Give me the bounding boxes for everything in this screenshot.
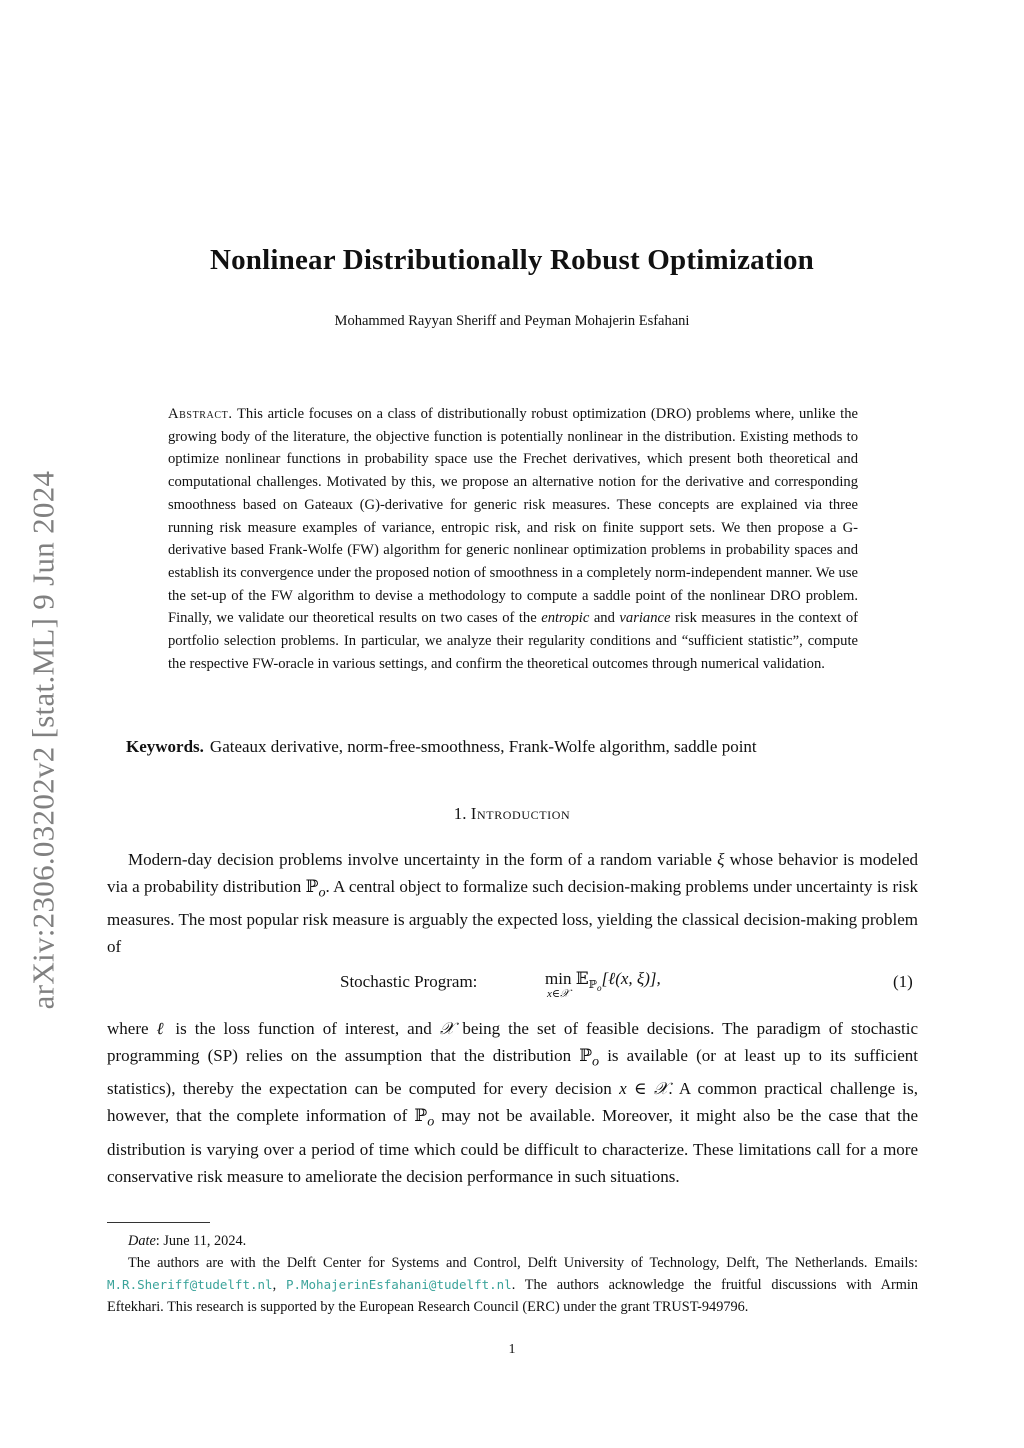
equation-number: (1) bbox=[893, 972, 913, 991]
equation-1 bbox=[545, 970, 661, 1000]
math-sub-o: o bbox=[427, 1113, 435, 1130]
math-expectation-body: [ℓ(x, ξ)], bbox=[601, 969, 661, 988]
intro-paragraph-1 bbox=[107, 846, 918, 960]
equation-label: Stochastic Program: bbox=[340, 972, 478, 991]
footnote-date bbox=[107, 1230, 918, 1252]
math-P: ℙ bbox=[414, 1106, 428, 1126]
math-ell: ℓ bbox=[156, 1019, 168, 1038]
abstract-text-3: risk measures in the context of portfolio selection problems. In particular, we analyze their regularity conditions and “sufficient statistic”, compute the respective FW-oracle in various settings, and confirm the theoretical outcomes through numerical validation. bbox=[168, 610, 859, 672]
intro-text: whose behavior is modeled via a probability distribution bbox=[107, 850, 919, 896]
intro-text: being the set of feasible decisions. The paradigm of stochastic programming (SP) relies on the assumption that the distribution bbox=[107, 1019, 919, 1065]
intro-text: . A common practical challenge is, however, that the complete information of bbox=[107, 1079, 919, 1126]
abstract bbox=[168, 403, 858, 675]
intro-text: where bbox=[107, 1019, 149, 1038]
intro-paragraph-2 bbox=[107, 1015, 918, 1190]
math-xi: ξ bbox=[717, 850, 725, 869]
footnote-affiliation bbox=[107, 1252, 918, 1318]
math-min-subscript: x∈𝒳 bbox=[546, 988, 570, 1000]
section-title: Introduction bbox=[470, 804, 571, 823]
email-link-sheriff[interactable]: M.R.Sheriff@tudelft.nl bbox=[107, 1277, 273, 1292]
math-P-o bbox=[414, 1106, 435, 1130]
abstract-emphasis-entropic: entropic bbox=[541, 610, 590, 627]
math-P: ℙ bbox=[305, 877, 319, 896]
affiliation-text: . The authors acknowledge the fruitful discussions with Armin Eftekhari. This research is supported by the European Research Council (ERC) under the grant TRUST-949796. bbox=[107, 1277, 919, 1315]
math-sub-o: o bbox=[592, 1053, 600, 1070]
comma: , bbox=[272, 1277, 277, 1293]
math-sub-o: o bbox=[318, 884, 326, 901]
intro-text: Modern-day decision problems involve uncertainty in the form of a random variable bbox=[128, 850, 712, 869]
intro-text: is the loss function of interest, and bbox=[175, 1019, 432, 1038]
footnotes bbox=[107, 1230, 918, 1318]
math-X: 𝒳 bbox=[439, 1019, 455, 1038]
abstract-label: Abstract. bbox=[168, 406, 233, 422]
date-value: : June 11, 2024. bbox=[155, 1233, 247, 1249]
arxiv-sidebar-stamp bbox=[8, 420, 78, 1060]
math-E: 𝔼 bbox=[575, 969, 589, 988]
math-x-in-X: x ∈ 𝒳 bbox=[619, 1079, 669, 1099]
page-number: 1 bbox=[508, 1342, 516, 1357]
abstract-text-2: and bbox=[593, 610, 615, 627]
section-heading bbox=[0, 804, 1024, 824]
math-min: min bbox=[545, 969, 572, 988]
math-P: ℙ bbox=[579, 1046, 593, 1065]
keywords-text: Gateaux derivative, norm-free-smoothness, Frank-Wolfe algorithm, saddle point bbox=[209, 737, 757, 756]
date-label: Date bbox=[128, 1233, 156, 1249]
abstract-emphasis-variance: variance bbox=[619, 610, 671, 627]
math-P-o bbox=[305, 877, 326, 901]
arxiv-identifier: arXiv:2306.03202v2 [stat.ML] 9 Jun 2024 bbox=[25, 470, 60, 1010]
section-number: 1. bbox=[453, 804, 467, 823]
paper-authors: Mohammed Rayyan Sheriff and Peyman Mohajerin Esfahani bbox=[334, 313, 690, 329]
math-P-o bbox=[579, 1046, 600, 1070]
footnote-divider bbox=[107, 1222, 210, 1223]
affiliation-text: The authors are with the Delft Center for Systems and Control, Delft University of Technology, Delft, The Netherlands. Emails: bbox=[128, 1255, 918, 1271]
math-sub-o: o bbox=[596, 983, 602, 994]
keywords-label: Keywords. bbox=[126, 737, 204, 756]
paper-title: Nonlinear Distributionally Robust Optimization bbox=[209, 244, 815, 276]
intro-text: is available (or at least up to its sufficient statistics), thereby the expectation can be computed for every decision bbox=[107, 1046, 919, 1099]
math-P: ℙ bbox=[588, 979, 597, 992]
intro-text: may not be available. Moreover, it might also be the case that the distribution is varying over a period of time which could be difficult to characterize. These limitations call for a more conservative risk measure to ameliorate the decision performance in such situations. bbox=[107, 1106, 919, 1186]
email-link-mohajerin[interactable]: P.MohajerinEsfahani@tudelft.nl bbox=[285, 1277, 512, 1292]
intro-text: . A central object to formalize such decision-making problems under uncertainty is risk measures. The most popular risk measure is arguably the expected loss, yielding the classical decision-making problem of bbox=[107, 877, 919, 957]
keywords bbox=[126, 737, 926, 757]
abstract-text-1: This article focuses on a class of distributionally robust optimization (DRO) problems where, unlike the growing body of the literature, the objective function is potentially nonlinear in the distribution. Existing methods to optimize nonlinear functions in probability space use the Frechet derivatives, which present both theoretical and computational challenges. Motivated by this, we propose an alternative notion for the derivative and corresponding smoothness based on Gateaux (G)-derivative for generic risk measures. These concepts are explained via three running risk measure examples of variance, entropic risk, and risk on finite support sets. We then propose a G-derivative based Frank-Wolfe (FW) algorithm for generic nonlinear optimization problems in probability spaces and establish its convergence under the proposed notion of smoothness in a completely norm-independent manner. We use the set-up of the FW algorithm to devise a methodology to compute a saddle point of the nonlinear DRO problem. Finally, we validate our theoretical results on two cases of the bbox=[168, 406, 858, 627]
